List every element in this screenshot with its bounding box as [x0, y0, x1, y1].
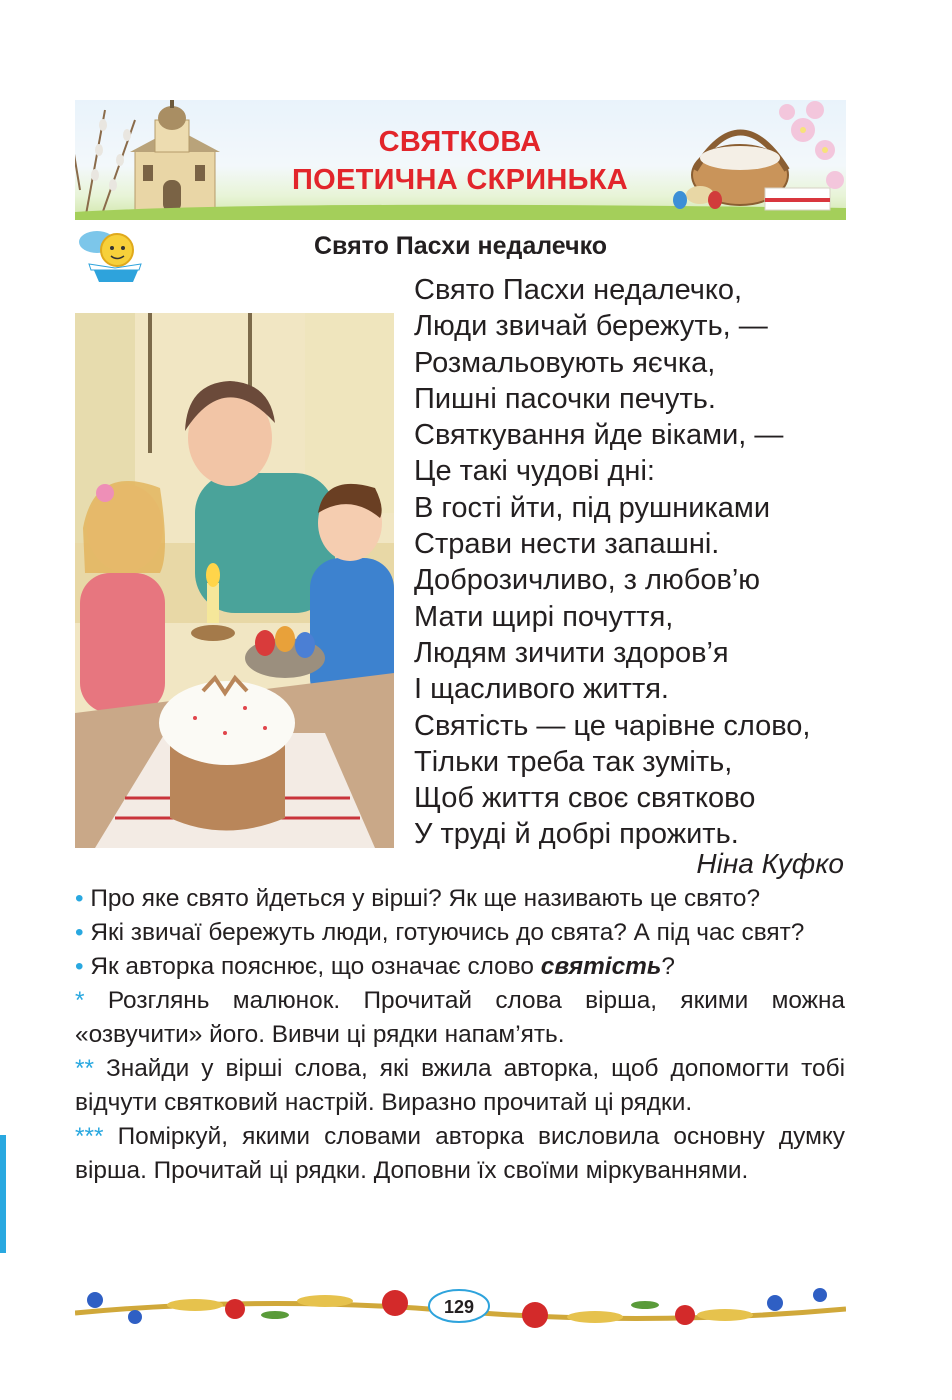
poem-author: Ніна Куфко: [696, 848, 844, 879]
header-banner: [75, 100, 846, 220]
question-marker: •: [75, 885, 84, 912]
poem-line: Святість — це чарівне слово,: [414, 709, 811, 742]
poem-line: В гості йти, під рушниками: [414, 491, 771, 524]
poem-line: У труді й добрі прожить.: [414, 818, 739, 851]
question-text: Як авторка пояснює, що означає слово: [83, 953, 541, 980]
question-item: [75, 882, 845, 916]
poem-line: І щасливого життя.: [414, 673, 669, 706]
question-item: [75, 1120, 845, 1188]
church-icon: [130, 100, 220, 212]
question-item: [75, 916, 845, 950]
emphasized-word: святість: [540, 953, 662, 980]
poem-line: Людям зичити здоров’я: [414, 636, 729, 669]
question-marker: **: [75, 1055, 94, 1082]
easter-illustration: [75, 313, 394, 848]
question-item: [75, 984, 845, 1052]
poem-line: Доброзичливо, з любов’ю: [414, 564, 761, 597]
poem-line: Тільки треба так зуміть,: [414, 745, 733, 778]
poem-line: Люди звичай бережуть, —: [414, 310, 768, 343]
question-text: ?: [661, 953, 675, 980]
question-text: Поміркуй, якими словами авторка висловила основну думку вірша. Прочитай ці рядки. Доповни їх своїми міркуваннями.: [75, 1123, 845, 1184]
poem-line: Пишні пасочки печуть.: [414, 382, 716, 415]
question-text: Які звичаї бережуть люди, готуючись до свята? А під час свят?: [83, 919, 805, 946]
poem-lines: [414, 272, 810, 853]
page-number: 129: [443, 1297, 475, 1317]
poem-line: Розмальовують яєчка,: [414, 346, 716, 379]
question-marker: •: [75, 953, 84, 980]
poem-line: Свято Пасхи недалечко,: [414, 274, 743, 306]
question-marker: *: [75, 987, 85, 1014]
question-marker: •: [75, 919, 84, 946]
question-text: Про яке свято йдеться у вірші? Як ще називають це свято?: [83, 885, 761, 912]
question-text: Розглянь малюнок. Прочитай слова вірша, якими можна «озвучити» його. Вивчи ці рядки напам’ять.: [75, 987, 845, 1048]
questions-list: [75, 882, 845, 1188]
banner-title-line1: СВЯТКОВА: [378, 126, 542, 158]
question-marker: ***: [75, 1123, 104, 1150]
banner-artwork: [75, 100, 846, 220]
easter-basket-icon: [673, 133, 830, 211]
question-item: [75, 950, 845, 984]
poem-line: Страви нести запашні.: [414, 528, 720, 561]
poem-line: Це такі чудові дні:: [414, 455, 655, 488]
question-item: [75, 1052, 845, 1120]
reading-icon: [75, 228, 147, 284]
question-text: Знайди у вірші слова, які вжила авторка, щоб допомогти тобі відчути святковий настрій. Виразно прочитай ці рядки.: [75, 1055, 845, 1116]
side-accent-bar: [0, 1135, 6, 1253]
poem-title: Свято Пасхи недалечко: [314, 232, 608, 260]
poem-line: Щоб життя своє святково: [414, 782, 756, 815]
poem-line: Мати щирі почуття,: [414, 600, 674, 633]
poem-line: Святкування йде віками, —: [414, 419, 784, 452]
banner-title-line2: ПОЕТИЧНА СКРИНЬКА: [292, 164, 628, 196]
